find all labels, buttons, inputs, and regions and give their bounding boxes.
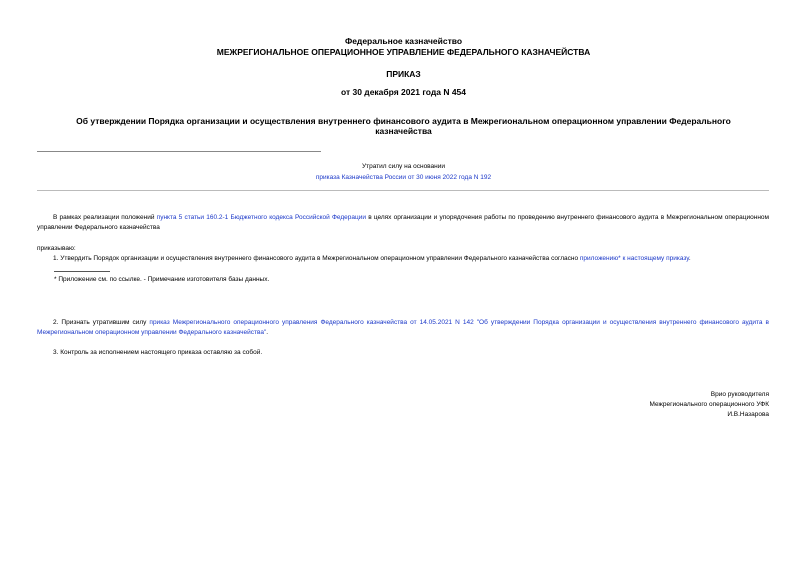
item-2 [37,318,769,338]
budget-code-link[interactable]: пункта 5 статьи 160.2-1 Бюджетного кодекса Российской Федерации [156,214,367,221]
footnote-divider [54,271,110,272]
appendix-link[interactable]: приложению* к настоящему приказу [579,255,689,262]
status-note-link[interactable]: приказа Казначейства России от 30 июня 2022 года N 192 [315,174,492,181]
org-name: Федеральное казначейство [344,36,463,46]
repealed-order-link[interactable]: приказ Межрегионального операционного управления Федерального казначейства от 14.05.2021 N 142 "Об утверждении Порядка организации и осуществления внутреннего финансового аудита в Межрегиональном операционном управлении Федерального казначейства" [37,319,769,336]
intro-suffix: в целях организации и упорядочения работы по проведению внутреннего финансового аудита в Межрегиональном операционном управлении Федерального казначейства [37,214,770,231]
doc-date: от 30 декабря 2021 года N 454 [340,87,467,97]
item-1 [37,254,769,264]
signature-title: Врио руководителя [710,391,769,398]
org-division: МЕЖРЕГИОНАЛЬНОЕ ОПЕРАЦИОННОЕ УПРАВЛЕНИЕ ФЕДЕРАЛЬНОГО КАЗНАЧЕЙСТВА [216,47,591,57]
item-1-suffix: . [688,255,691,262]
divider-short [37,151,321,152]
intro-prefix: В рамках реализации положений [53,214,157,221]
item-3: 3. Контроль за исполнением настоящего приказа оставляю за собой. [53,349,263,356]
status-note-link-row [0,174,807,181]
intro-paragraph [37,213,769,233]
item-2-prefix: 2. Признать утратившим силу [53,319,150,326]
footnote: * Приложение см. по ссылке. - Примечание изготовителя базы данных. [54,276,270,283]
order-word: приказываю: [37,245,76,252]
status-note-text: Утратил силу на основании [361,163,446,170]
item-2-suffix: . [266,329,269,336]
item-1-prefix: 1. Утвердить Порядок организации и осуществления внутреннего финансового аудита в Межрегиональном операционном управлении Федерального казначейства согласно [53,255,580,262]
doc-type: ПРИКАЗ [386,69,421,79]
signature-name: И.В.Назарова [727,411,769,418]
signature-org: Межрегионального операционного УФК [649,401,769,408]
divider-long [37,190,769,191]
doc-subject: Об утверждении Порядка организации и осуществления внутреннего финансового аудита в Межрегиональном операционном управлении Федерального казначейства [76,116,731,136]
